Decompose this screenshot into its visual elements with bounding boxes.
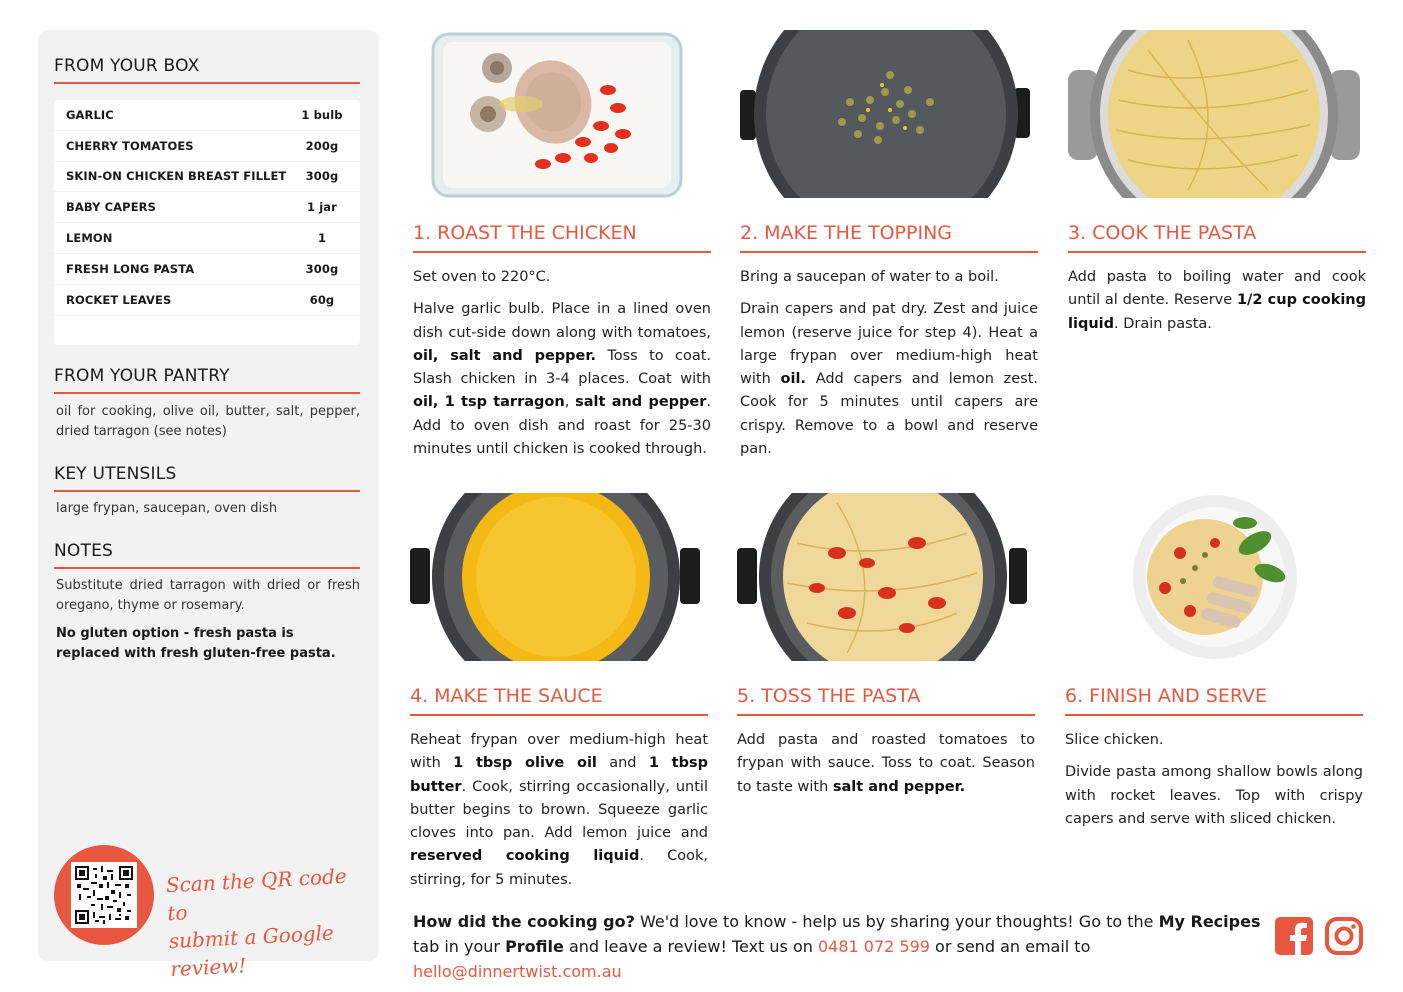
qr-badge[interactable] [54,845,154,945]
toss-pasta-photo [737,493,1035,661]
step-5-p1 [737,729,1035,799]
bold-run: reserved cooking liquid [410,848,640,865]
ingredient-row [54,162,360,193]
ingredient-qty: 300g [305,261,339,276]
ingredient-name: GARLIC [66,107,114,122]
text-run: . Cook, stirring, for 5 minutes. [410,848,708,888]
bold-run: 1 tbsp olive oil [453,755,597,772]
ingredient-qty: 1 jar [307,200,337,215]
ingredient-qty: 1 bulb [301,107,343,122]
instagram-icon[interactable] [1325,917,1363,955]
step-title: 3. COOK THE PASTA [1068,222,1366,253]
step-body [413,266,711,470]
footer-text: tab in your [413,937,500,956]
ingredient-row [54,100,360,131]
email-link[interactable]: hello@dinnertwist.com.au [413,962,622,981]
ingredient-name: FRESH LONG PASTA [66,261,195,276]
step-1-p1: Set oven to 220°C. [413,269,551,285]
sauce-photo [410,493,708,661]
ingredients-table [54,100,360,345]
from-your-pantry-title: FROM YOUR PANTRY [54,366,360,394]
ingredient-row [54,254,360,285]
ingredient-name: CHERRY TOMATOES [66,138,194,153]
step-title: 2. MAKE THE TOPPING [740,222,1038,253]
qr-caption [165,861,371,983]
notes-title: NOTES [54,541,360,569]
text-run: Add capers and lemon zest. Cook for 5 minutes until capers are crispy. Remove to a bowl and reserve pan. [740,371,1039,458]
key-utensils-title: KEY UTENSILS [54,464,360,492]
no-gluten-note: No gluten option - fresh pasta is replaced with fresh gluten-free pasta. [56,626,336,661]
qr-code-graphic [75,866,133,924]
review-footer [413,909,1263,984]
bold-run: oil, salt and pepper. [413,347,596,364]
ingredient-row [54,223,360,254]
ingredient-name: ROCKET LEAVES [66,292,172,307]
step-body [1065,729,1363,840]
text-run: Add pasta to boiling water and cook until al dente. Reserve [1068,269,1366,309]
step-body [410,729,708,901]
ingredient-qty: 300g [305,169,339,184]
step-title: 6. FINISH AND SERVE [1065,685,1363,716]
text-run: . Drain pasta. [1114,315,1212,332]
topping-photo [740,30,1038,198]
footer-profile: Profile [505,937,564,956]
footer-text: We'd love to know - help us by sharing your thoughts! Go to the [639,912,1154,931]
bold-run: salt and pepper. [832,778,966,795]
bold-run: oil. [780,371,806,388]
text-run: Halve garlic bulb. Place in a lined oven dish cut-side down along with tomatoes, [413,301,711,341]
utensils-text: large frypan, saucepan, oven dish [56,501,278,516]
footer-question: How did the cooking go? [413,912,635,931]
step-6-p2: Divide pasta among shallow bowls along with rocket leaves. Top with crispy capers and serve with sliced chicken. [1065,764,1363,827]
step-title: 1. ROAST THE CHICKEN [413,222,711,253]
step-4-p1 [410,729,708,892]
step-body [1068,266,1366,345]
step-2-p1: Bring a saucepan of water to a boil. [740,269,999,285]
ingredient-name: BABY CAPERS [66,200,156,215]
facebook-icon[interactable] [1275,917,1313,955]
text-run: Add pasta and roasted tomatoes to frypan with sauce. Toss to coat. Season to taste with [737,732,1035,795]
step-6-p1: Slice chicken. [1065,732,1164,748]
step-body [737,729,1035,808]
ingredient-qty: 200g [305,138,339,153]
text-run: Drain capers and pat dry. Zest and juice lemon (reserve juice for step 4). Heat a large frypan over medium-high heat with [740,301,1038,388]
ingredient-name: SKIN-ON CHICKEN BREAST FILLET [66,169,287,184]
text-run: and [609,755,637,772]
phone-link[interactable]: 0481 072 599 [817,937,930,956]
pantry-text: oil for cooking, olive oil, butter, salt, pepper, dried tarragon (see notes) [56,404,360,439]
sidebar [38,30,379,982]
text-run: . Cook, stirring occasionally, until butter begins to brown. Squeeze garlic cloves into pan. Add lemon juice and [410,778,708,842]
step-body [740,266,1038,470]
text-run: , [564,394,570,411]
bold-run: salt and pepper [575,394,707,411]
from-your-box-title: FROM YOUR BOX [54,56,360,84]
step-title: 4. MAKE THE SAUCE [410,685,708,716]
pasta-pot-photo [1068,30,1366,198]
notes-text: Substitute dried tarragon with dried or fresh oregano, thyme or rosemary. [56,578,360,613]
text-run: Reheat frypan over medium-high heat with [410,732,708,772]
bold-run: 1 tbsp butter [410,755,709,795]
step-3-p1 [1068,266,1366,336]
ingredient-qty: 60g [309,292,335,307]
ingredient-row [54,131,360,162]
footer-my-recipes: My Recipes [1158,912,1261,931]
text-run: Toss to coat. Slash chicken in 3-4 places. Coat with [413,347,711,388]
qr-caption-line1: Scan the QR code to [165,863,348,926]
bold-run: oil, 1 tsp tarragon [413,394,565,411]
bold-run: 1/2 cup cooking liquid [1068,292,1367,332]
roast-chicken-photo [413,30,711,198]
footer-text: and leave a review! Text us on [568,937,813,956]
step-2-p2 [740,298,1038,461]
text-run: . Add to oven dish and roast for 25-30 minutes until chicken is cooked through. [413,394,712,458]
ingredient-qty: 1 [317,231,327,246]
step-1-p2 [413,298,711,461]
ingredient-row [54,192,360,223]
ingredient-row [54,285,360,316]
qr-code[interactable] [71,862,137,928]
ingredient-name: LEMON [66,231,113,246]
qr-caption-line2: submit a Google review! [168,920,335,982]
finished-dish-photo [1065,493,1363,661]
footer-text: or send an email to [935,937,1091,956]
step-title: 5. TOSS THE PASTA [737,685,1035,716]
